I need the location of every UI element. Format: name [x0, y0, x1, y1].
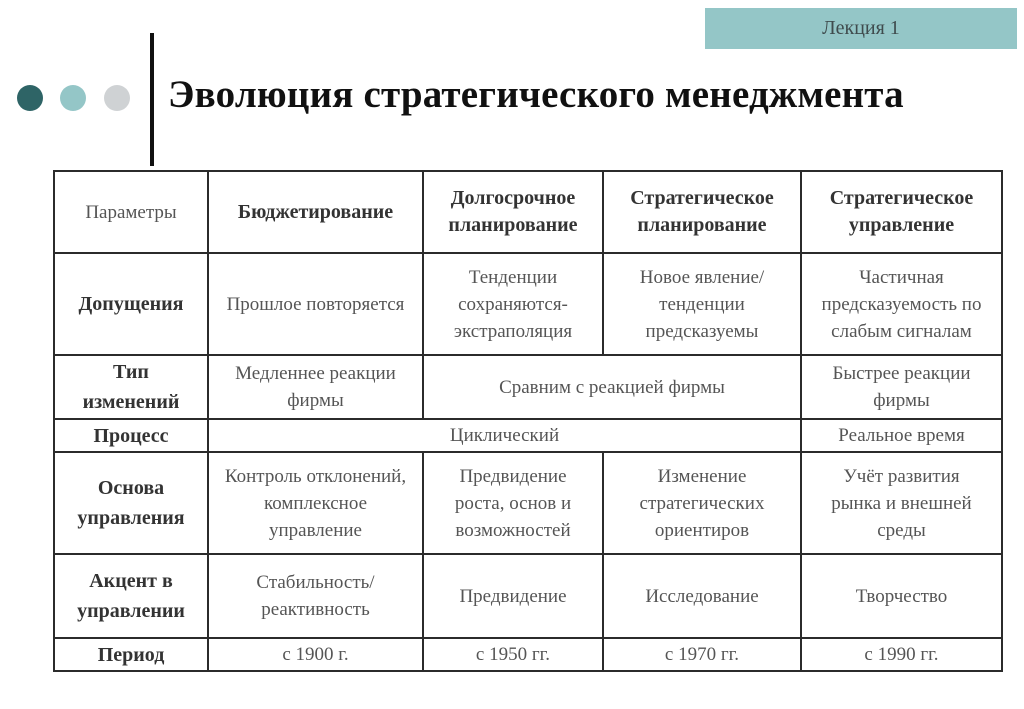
cell-text: с 1990 гг.	[864, 644, 939, 665]
cell-text: Прошлое повторяется	[226, 293, 405, 315]
row-label-text: Период	[97, 643, 165, 666]
header-line: Стратегическое	[829, 187, 974, 209]
table-cell	[208, 638, 423, 671]
cell-line: стратегических	[639, 492, 765, 514]
table-cell	[603, 253, 801, 355]
row-label-assumptions	[54, 253, 208, 355]
row-label-line: изменений	[82, 391, 180, 413]
table-cell	[423, 554, 603, 638]
cell-line: реактивность	[261, 599, 370, 620]
row-label-text: Допущения	[78, 293, 184, 315]
header-budgeting	[208, 171, 423, 253]
table-cell	[208, 355, 423, 419]
cell-line: Частичная	[859, 266, 944, 288]
table-row-change-type	[54, 355, 1002, 419]
header-budgeting-text: Бюджетирование	[237, 200, 394, 223]
cell-text: Сравним с реакцией фирмы	[499, 376, 725, 398]
cell-line: Тенденции	[468, 266, 558, 288]
table-cell	[603, 554, 801, 638]
row-label-line: управления	[77, 507, 185, 529]
row-label-line: управлении	[77, 600, 185, 622]
cell-line: предсказуемость по	[821, 293, 982, 315]
cell-line: сохраняются-	[458, 293, 568, 315]
table-cell	[423, 638, 603, 671]
cell-text: Исследование	[645, 585, 759, 607]
cell-text: Циклический	[449, 425, 560, 446]
cell-line: Новое явление/	[639, 266, 765, 288]
table-cell	[801, 355, 1002, 419]
row-label-text: Процесс	[93, 424, 169, 447]
table-header-row	[54, 171, 1002, 253]
cell-text: Предвидение	[459, 585, 567, 607]
row-label-accent	[54, 554, 208, 638]
table-cell	[603, 452, 801, 554]
header-params-text: Параметры	[85, 201, 177, 223]
row-label-process	[54, 419, 208, 452]
cell-text: Реальное время	[838, 425, 965, 446]
header-line: Стратегическое	[630, 187, 774, 209]
cell-line: рынка и внешней	[831, 492, 972, 514]
table-cell	[801, 253, 1002, 355]
header-strategic-planning	[603, 171, 801, 253]
cell-line: ориентиров	[654, 519, 750, 541]
cell-line: Изменение	[657, 465, 747, 487]
cell-line: комплексное	[263, 492, 368, 514]
cell-line: Контроль отклонений,	[224, 465, 407, 487]
cell-line: роста, основ и	[454, 492, 572, 514]
cell-line: фирмы	[287, 390, 344, 411]
header-long-term-planning	[423, 171, 603, 253]
page-title: Эволюция стратегического менеджмента	[168, 73, 904, 116]
cell-line: экстраполяция	[453, 320, 573, 342]
row-label-change-type	[54, 355, 208, 419]
decor-dot-dark	[17, 85, 43, 111]
cell-line: возможностей	[455, 519, 571, 541]
table-cell	[603, 638, 801, 671]
table-cell	[801, 419, 1002, 452]
table-cell-merged	[208, 419, 801, 452]
lecture-badge	[705, 8, 1017, 49]
table-row-basis	[54, 452, 1002, 554]
cell-line: предсказуемы	[645, 320, 759, 342]
cell-line: Предвидение	[459, 465, 567, 487]
cell-text: с 1900 г.	[282, 644, 349, 665]
evolution-table	[53, 170, 1003, 672]
header-params	[54, 171, 208, 253]
cell-text: Творчество	[855, 585, 948, 607]
table-cell	[801, 554, 1002, 638]
table-cell	[208, 554, 423, 638]
table-cell	[208, 253, 423, 355]
row-label-line: Акцент в	[89, 570, 173, 592]
table-cell	[801, 452, 1002, 554]
decor-dot-teal	[60, 85, 86, 111]
cell-line: фирмы	[873, 390, 930, 411]
decor-dot-grey	[104, 85, 130, 111]
row-label-line: Основа	[97, 477, 165, 499]
header-strategic-management	[801, 171, 1002, 253]
cell-line: Медленнее реакции	[235, 363, 396, 384]
cell-line: управление	[268, 519, 362, 541]
cell-line: слабым сигналам	[831, 320, 972, 342]
header-line: планирование	[448, 214, 578, 236]
lecture-label: Лекция 1	[822, 17, 900, 39]
title-divider	[150, 33, 154, 166]
header-line: планирование	[637, 214, 767, 236]
table-cell	[423, 452, 603, 554]
table-row-period	[54, 638, 1002, 671]
row-label-basis	[54, 452, 208, 554]
header-line: управление	[848, 214, 955, 236]
cell-text: с 1970 гг.	[664, 644, 740, 665]
cell-line: Стабильность/	[256, 572, 375, 593]
row-label-period	[54, 638, 208, 671]
table-cell	[208, 452, 423, 554]
table-cell-merged	[423, 355, 801, 419]
cell-line: тенденции	[659, 293, 745, 315]
table-row-process	[54, 419, 1002, 452]
table-cell	[423, 253, 603, 355]
table-row-assumptions	[54, 253, 1002, 355]
header-line: Долгосрочное	[450, 187, 576, 209]
cell-line: Учёт развития	[843, 465, 960, 487]
table-cell	[801, 638, 1002, 671]
row-label-line: Тип	[113, 361, 149, 383]
cell-line: Быстрее реакции	[832, 363, 971, 384]
cell-text: с 1950 гг.	[475, 644, 551, 665]
table-row-accent	[54, 554, 1002, 638]
cell-line: среды	[877, 519, 926, 541]
